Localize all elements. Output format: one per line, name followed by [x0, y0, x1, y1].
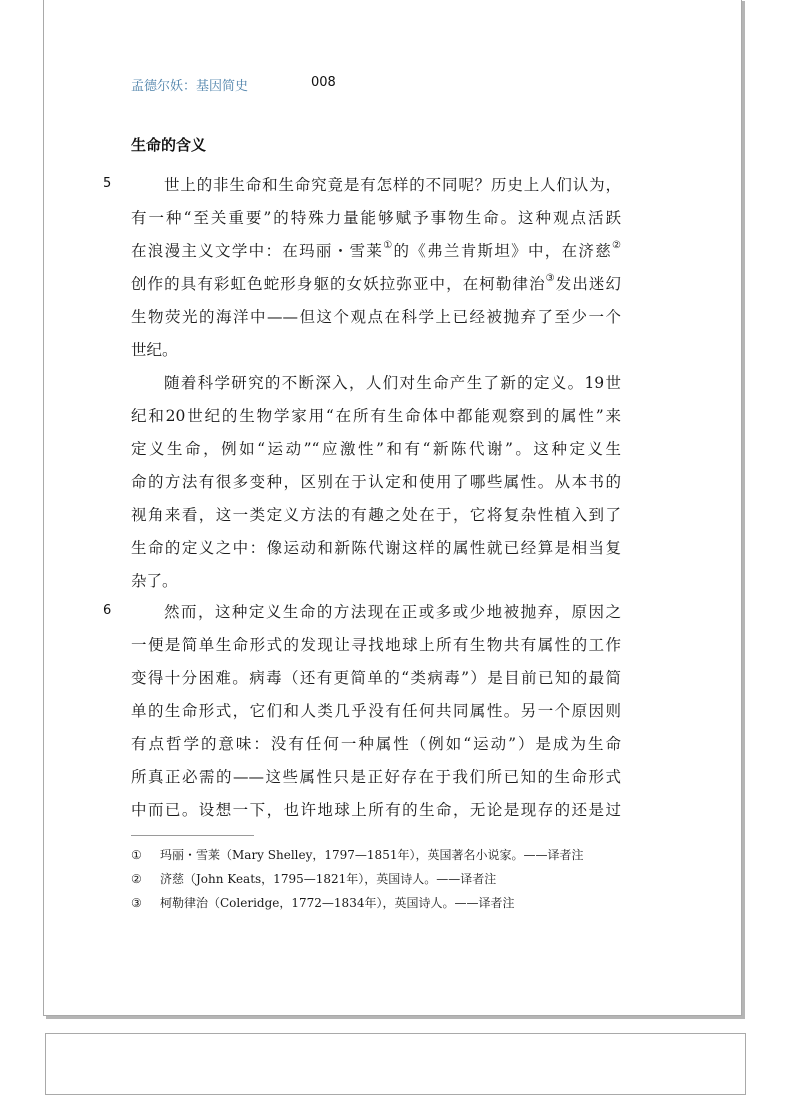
footnote-ref: ① [383, 239, 394, 251]
margin-mark: 5 [103, 176, 112, 191]
running-header-title: 孟德尔妖：基因简史 [131, 79, 249, 94]
footnote-ref: ② [612, 239, 621, 251]
body-line: 随着科学研究的不断深入，人们对生命产生了新的定义。19世 [164, 374, 621, 392]
line-segment: 发出迷幻 [555, 275, 621, 293]
section-heading: 生命的含义 [131, 136, 207, 154]
body-line: 定义生命，例如“运动”“应激性”和有“新陈代谢”。这种定义生 [131, 440, 621, 458]
line-segment: 的《弗兰肯斯坦》中，在济慈 [393, 242, 613, 260]
footnote-text: 柯勒律治（Coleridge，1772—1834年），英国诗人。——译者注 [160, 896, 515, 910]
body-line: 视角来看，这一类定义方法的有趣之处在于，它将复杂性植入到了 [131, 506, 621, 524]
body-line: 命的方法有很多变种，区别在于认定和使用了哪些属性。从本书的 [131, 473, 621, 491]
body-line: 杂了。 [131, 572, 178, 590]
body-line: 世上的非生命和生命究竟是有怎样的不同呢？历史上人们认为， [164, 176, 621, 194]
body-line: 有点哲学的意味：没有任何一种属性（例如“运动”）是成为生命 [131, 735, 621, 753]
body-line: 有一种“至关重要”的特殊力量能够赋予事物生命。这种观点活跃 [131, 209, 621, 227]
body-line: 生命的定义之中：像运动和新陈代谢这样的属性就已经算是相当复 [131, 539, 621, 557]
footnote-marker: ② [131, 872, 142, 886]
line-segment: 创作的具有彩虹色蛇形身躯的女妖拉弥亚中，在柯勒律治 [131, 275, 546, 293]
next-page-edge [45, 1033, 746, 1095]
footnote [131, 894, 514, 911]
body-line: 世纪。 [131, 341, 178, 359]
footnote [131, 870, 496, 887]
footnote-marker: ① [131, 848, 142, 862]
body-line: 变得十分困难。病毒（还有更简单的“类病毒”）是目前已知的最简 [131, 669, 621, 687]
body-line: 然而，这种定义生命的方法现在正或多或少地被抛弃，原因之 [164, 603, 621, 621]
body-line: 中而已。设想一下，也许地球上所有的生命，无论是现存的还是过 [131, 801, 621, 819]
footnote-marker: ③ [131, 896, 142, 910]
line-segment: 在浪漫主义文学中：在玛丽・雪莱 [131, 242, 384, 260]
body-line: 生物荧光的海洋中——但这个观点在科学上已经被抛弃了至少一个 [131, 308, 621, 326]
page-number: 008 [311, 75, 336, 90]
footnote-divider [131, 835, 254, 836]
footnote-text: 济慈（John Keats，1795—1821年），英国诗人。——译者注 [160, 872, 497, 886]
margin-mark: 6 [103, 603, 112, 618]
footnote-ref: ③ [545, 272, 556, 284]
footnote-text: 玛丽・雪莱（Mary Shelley，1797—1851年），英国著名小说家。——译者注 [160, 848, 584, 862]
footnote [131, 846, 583, 863]
body-line: 纪和20世纪的生物学家用“在所有生命体中都能观察到的属性”来 [131, 407, 621, 425]
body-line: 一便是简单生命形式的发现让寻找地球上所有生物共有属性的工作 [131, 636, 621, 654]
body-line: 所真正必需的——这些属性只是正好存在于我们所已知的生命形式 [131, 768, 621, 786]
body-line [131, 274, 621, 294]
body-line [131, 241, 621, 261]
body-line: 单的生命形式，它们和人类几乎没有任何共同属性。另一个原因则 [131, 702, 621, 720]
